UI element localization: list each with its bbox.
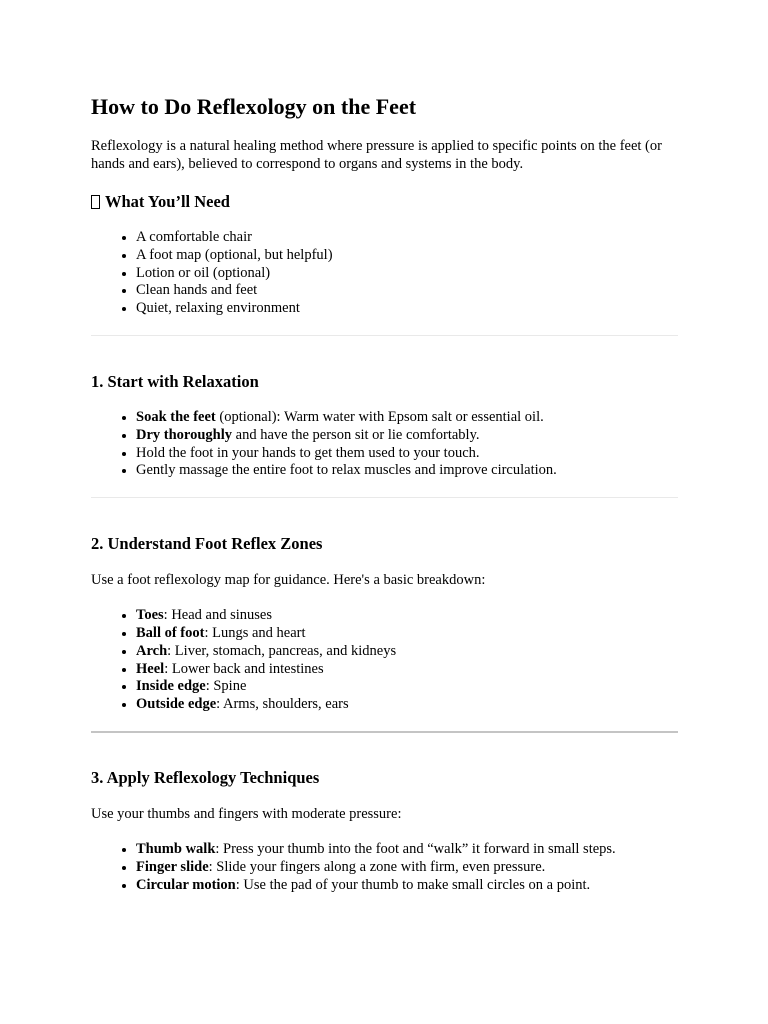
item-text: Gently massage the entire foot to relax muscles and improve circulation. [136, 462, 557, 479]
item-bold: Toes [136, 607, 164, 624]
item-text: : Spine [205, 678, 247, 695]
list-item [136, 877, 678, 895]
list-item [136, 678, 678, 696]
list-item [136, 625, 678, 643]
item-text: (optional): Warm water with Epsom salt or essential oil. [215, 408, 544, 425]
item-bold: Circular motion [136, 876, 236, 893]
item-bold: Arch [136, 642, 168, 659]
item-bold: Outside edge [136, 696, 217, 713]
item-text: Hold the foot in your hands to get them used to your touch. [136, 444, 480, 461]
list-item [136, 409, 678, 427]
list-item: • Clean hands and feet [136, 282, 678, 300]
list-item [136, 643, 678, 661]
item-bold: Soak the feet [136, 408, 216, 425]
item-text: : Lower back and intestines [164, 660, 324, 677]
list-item [136, 859, 678, 877]
divider [91, 335, 678, 336]
item-text: : Use the pad of your thumb to make small circles on a point. [235, 876, 591, 893]
section1-list [91, 409, 678, 480]
item-text: : Arms, shoulders, ears [216, 696, 349, 713]
item-text: and have the person sit or lie comfortably. [232, 426, 480, 443]
item-bold: Thumb walk [136, 840, 216, 857]
item-text: : Liver, stomach, pancreas, and kidneys [167, 642, 397, 659]
list-item [136, 696, 678, 714]
list-item [136, 445, 678, 463]
section3-intro: Use your thumbs and fingers with moderate pressure: [91, 805, 402, 822]
divider [91, 497, 678, 498]
section1-heading: 1. Start with Relaxation [91, 371, 259, 391]
item-text: : Head and sinuses [163, 607, 272, 624]
needs-heading-text: What You’ll Need [105, 192, 230, 211]
section3-heading: 3. Apply Reflexology Techniques [91, 767, 320, 787]
item-text: : Lungs and heart [204, 624, 306, 641]
missing-glyph-box-icon [91, 195, 100, 209]
list-item [136, 462, 678, 480]
item-bold: Finger slide [136, 858, 209, 875]
list-item: • Lotion or oil (optional) [136, 265, 678, 283]
intro-paragraph: Reflexology is a natural healing method where pressure is applied to specific points on the feet (or hands and ears), believed to correspond to organs and systems in the body. [91, 138, 662, 172]
page-title: How to Do Reflexology on the Feet [91, 94, 417, 119]
list-item [136, 661, 678, 679]
section2-heading: 2. Understand Foot Reflex Zones [91, 534, 323, 554]
document-page [91, 92, 678, 894]
section3-list [91, 841, 678, 894]
section2-list [91, 607, 678, 714]
list-item [136, 841, 678, 859]
needs-list [91, 229, 678, 318]
needs-heading [91, 192, 678, 212]
list-item: • Quiet, relaxing environment [136, 300, 678, 318]
item-bold: Dry thoroughly [136, 426, 233, 443]
list-item [136, 607, 678, 625]
item-bold: Inside edge [136, 678, 206, 695]
item-bold: Ball of foot [136, 624, 205, 641]
item-text: : Press your thumb into the foot and “walk” it forward in small steps. [215, 840, 616, 857]
list-item [136, 427, 678, 445]
divider [91, 731, 678, 733]
list-item: • A foot map (optional, but helpful) [136, 247, 678, 265]
list-item: • A comfortable chair [136, 229, 678, 247]
item-text: : Slide your fingers along a zone with firm, even pressure. [208, 858, 546, 875]
section2-intro: Use a foot reflexology map for guidance. Here's a basic breakdown: [91, 572, 486, 589]
item-bold: Heel [136, 660, 165, 677]
